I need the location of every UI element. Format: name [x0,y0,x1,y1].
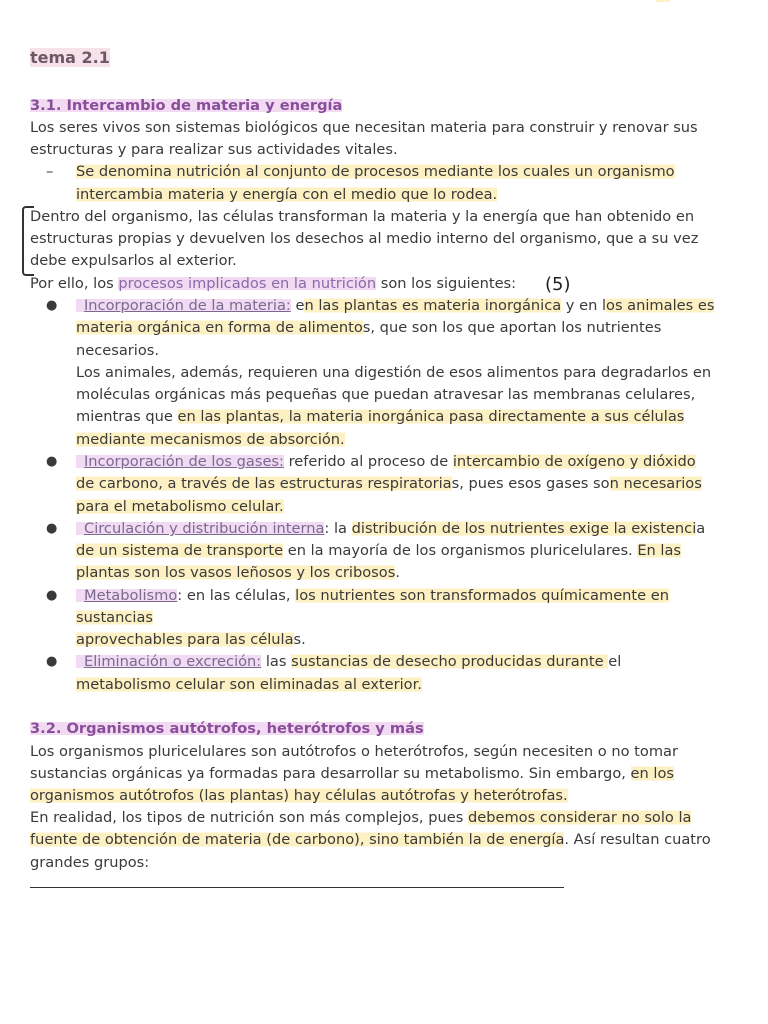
bullet-text: sustancias [76,609,153,626]
bullet-dot: ● [46,521,58,536]
dash-item: – Se denomina nutrición al conjunto de procesos mediante los cuales un organismo [76,161,675,183]
bullet-dot: ● [46,454,58,469]
term-label: Metabolismo [76,587,177,604]
bullet-dot: ● [46,298,58,313]
paragraph-line: organismos autótrofos (las plantas) hay células autótrofas y heterótrofas. [30,787,568,804]
paragraph-line: estructuras y para realizar sus actividades vitales. [30,141,398,158]
bullet-dot: ● [46,654,58,669]
bullet-text: metabolismo celular son eliminadas al exterior. [76,676,422,693]
processes-intro: Por ello, los procesos implicados en la nutrición son los siguientes: [30,275,517,292]
handwritten-bracket [22,206,34,276]
paragraph-line: fuente de obtención de materia (de carbono), sino también la de energía. Así resultan cuatro [30,831,711,848]
bullet-dot: ● [46,588,58,603]
bullet-circulacion: ● Circulación y distribución interna: la distribución de los nutrientes exige la existencia [76,518,705,540]
paragraph-line: estructuras propias y devuelven los desechos al medio interno del organismo, que a su vez [30,230,699,247]
bullet-incorporacion-materia: ● Incorporación de la materia: en las plantas es materia inorgánica y en los animales es [76,295,714,317]
paragraph-line: debe expulsarlos al exterior. [30,252,237,269]
paragraph-line: Los organismos pluricelulares son autótrofos o heterótrofos, según necesiten o no tomar [30,743,678,760]
term-label: Circulación y distribución interna [76,520,324,537]
dash-marker: – [46,163,54,180]
term-label: Eliminación o excreción: [76,653,261,670]
paragraph-line: Dentro del organismo, las células transforman la materia y la energía que han obtenido en [30,208,695,225]
bullet-eliminacion: ● Eliminación o excreción: las sustancias de desecho producidas durante el [76,651,621,673]
bullet-metabolismo: ● Metabolismo: en las células, los nutrientes son transformados químicamente en [76,585,669,607]
bullet-text: aprovechables para las células. [76,631,306,648]
bullet-incorporacion-gases: ● Incorporación de los gases: referido al proceso de intercambio de oxígeno y dióxido [76,451,696,473]
top-highlight-mark [656,0,670,2]
page-title: tema 2.1 [30,48,110,67]
bullet-text: Los animales, además, requieren una digestión de esos alimentos para degradarlos en [76,364,712,381]
bullet-text: de un sistema de transporte en la mayoría de los organismos pluricelulares. En las [76,542,682,559]
term-label: Incorporación de los gases: [76,453,284,470]
divider-line [30,887,564,888]
term-label: Incorporación de la materia: [76,297,291,314]
bullet-text: plantas son los vasos leñosos y los cribosos. [76,564,400,581]
bullet-text: de carbono, a través de las estructuras respiratorias, pues esos gases son necesarios [76,475,702,492]
bullet-text: para el metabolismo celular. [76,498,284,515]
paragraph-line: Los seres vivos son sistemas biológicos que necesitan materia para construir y renovar sus [30,119,698,136]
paragraph-line: En realidad, los tipos de nutrición son más complejos, pues debemos considerar no solo la [30,809,692,826]
bullet-text: moléculas orgánicas más pequeñas que puedan atravesar las membranas celulares, [76,386,696,403]
bullet-text: necesarios. [76,342,160,359]
dash-item-cont: intercambia materia y energía con el medio que lo rodea. [76,186,498,203]
section-3-1-heading: 3.1. Intercambio de materia y energía [30,97,343,114]
bullet-text: mediante mecanismos de absorción. [76,431,345,448]
paragraph-line: sustancias orgánicas ya formadas para desarrollar su metabolismo. Sin embargo, en los [30,765,674,782]
handwritten-note: (5) [545,274,571,295]
paragraph-line: grandes grupos: [30,854,150,871]
bullet-text: materia orgánica en forma de alimentos, que son los que aportan los nutrientes [76,319,662,336]
bullet-text: mientras que en las plantas, la materia inorgánica pasa directamente a sus células [76,408,685,425]
section-3-2-heading: 3.2. Organismos autótrofos, heterótrofos y más [30,720,424,737]
